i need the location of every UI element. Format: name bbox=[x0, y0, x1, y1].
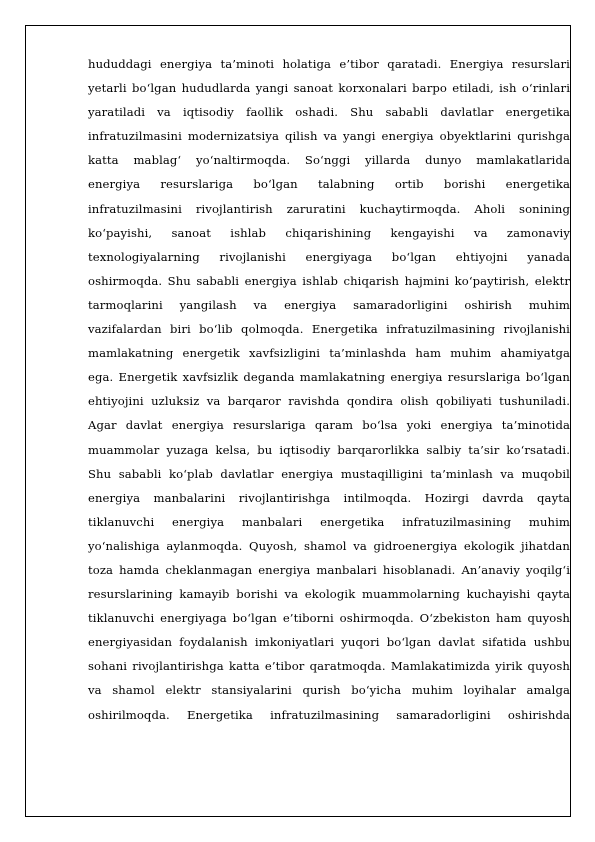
text-line: yo‘nalishiga aylanmoqda. Quyosh, shamol va gidroenergiya ekologik jihatdan bbox=[88, 538, 570, 553]
text-line: infratuzilmasini rivojlantirish zaruratini kuchaytirmoqda. Aholi sonining bbox=[88, 201, 570, 216]
text-line: sohani rivojlantirishga katta e’tibor qaratmoqda. Mamlakatimizda yirik quyosh bbox=[88, 659, 570, 674]
text-line: ehtiyojini uzluksiz va barqaror ravishda qondira olish qobiliyati tushuniladi. bbox=[88, 394, 570, 409]
text-line: energiyasidan foydalanish imkoniyatlari yuqori bo‘lgan davlat sifatida ushbu bbox=[88, 635, 570, 650]
text-line: muammolar yuzaga kelsa, bu iqtisodiy barqarorlikka salbiy ta’sir ko‘rsatadi. bbox=[88, 442, 570, 457]
text-line: ko‘payishi, sanoat ishlab chiqarishining kengayishi va zamonaviy bbox=[88, 225, 570, 240]
text-line: tiklanuvchi energiya manbalari energetika infratuzilmasining muhim bbox=[88, 514, 570, 529]
text-line: hududdagi energiya ta’minoti holatiga e’tibor qaratadi. Energiya resurslari bbox=[88, 57, 570, 71]
text-line: yaratiladi va iqtisodiy faollik oshadi. Shu sababli davlatlar energetika bbox=[88, 105, 570, 120]
text-line: Shu sababli ko‘plab davlatlar energiya mustaqilligini ta’minlash va muqobil bbox=[88, 466, 570, 481]
text-line: oshirmoqda. Shu sababli energiya ishlab chiqarish hajmini ko‘paytirish, elektr bbox=[88, 273, 570, 288]
text-line: katta mablag‘ yo‘naltirmoqda. So‘nggi yillarda dunyo mamlakatlarida bbox=[88, 153, 570, 168]
text-line: energiya resurslariga bo‘lgan talabning ortib borishi energetika bbox=[88, 177, 570, 192]
text-line: infratuzilmasini modernizatsiya qilish va yangi energiya obyektlarini qurishga bbox=[88, 129, 570, 144]
text-line: vazifalardan biri bo‘lib qolmoqda. Energetika infratuzilmasining rivojlanishi bbox=[88, 322, 570, 337]
text-line: tarmoqlarini yangilash va energiya samaradorligini oshirish muhim bbox=[88, 297, 570, 312]
text-line: tiklanuvchi energiyaga bo‘lgan e’tiborni oshirmoqda. O‘zbekiston ham quyosh bbox=[88, 611, 570, 626]
text-line: mamlakatning energetik xavfsizligini ta’minlashda ham muhim ahamiyatga bbox=[88, 346, 570, 361]
text-line: yetarli bo‘lgan hududlarda yangi sanoat korxonalari barpo etiladi, ish o‘rinlari bbox=[88, 81, 570, 96]
text-line: ega. Energetik xavfsizlik deganda mamlakatning energiya resurslariga bo‘lgan bbox=[88, 370, 570, 385]
text-line: resurslarining kamayib borishi va ekologik muammolarning kuchayishi qayta bbox=[88, 587, 570, 602]
text-line: Agar davlat energiya resurslariga qaram bo‘lsa yoki energiya ta’minotida bbox=[88, 418, 570, 433]
text-line: texnologiyalarning rivojlanishi energiyaga bo‘lgan ehtiyojni yanada bbox=[88, 249, 570, 264]
text-line: toza hamda cheklanmagan energiya manbalari hisoblanadi. An’anaviy yoqilg‘i bbox=[88, 562, 570, 577]
text-line: va shamol elektr stansiyalarini qurish bo‘yicha muhim loyihalar amalga bbox=[88, 683, 570, 698]
body-text bbox=[88, 52, 570, 727]
text-line: oshirilmoqda. Energetika infratuzilmasining samaradorligini oshirishda bbox=[88, 707, 570, 722]
text-line: energiya manbalarini rivojlantirishga intilmoqda. Hozirgi davrda qayta bbox=[88, 490, 570, 505]
